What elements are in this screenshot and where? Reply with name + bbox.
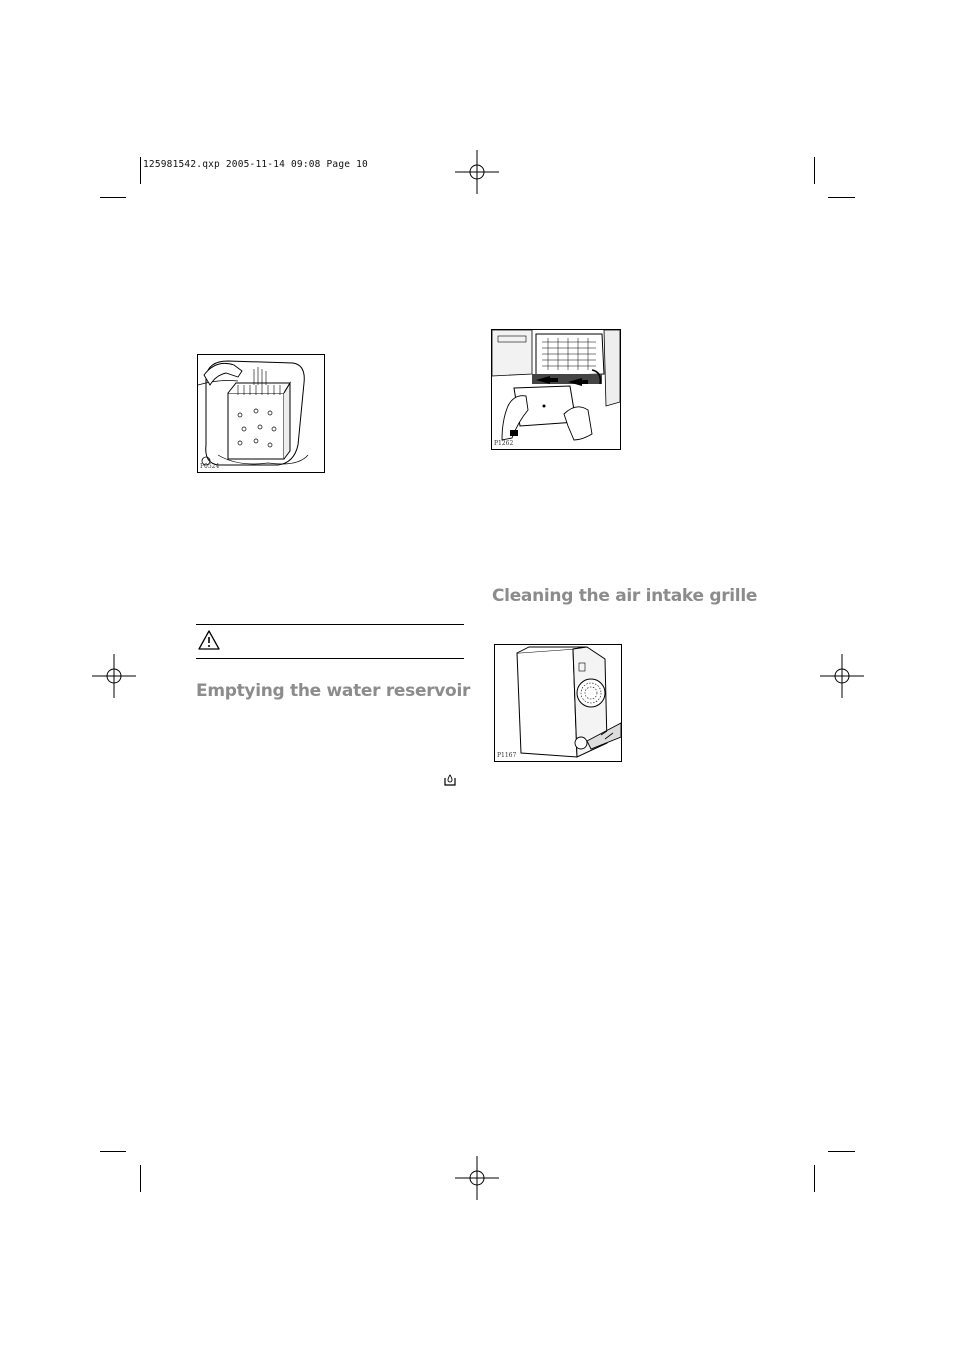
registration-crosshair-icon [455,150,499,194]
crop-mark [814,1165,815,1192]
registration-crosshair-icon [820,654,864,698]
figure-code-label: P1167 [497,752,517,759]
filter-insert-illustration [491,329,621,450]
air-intake-grille-illustration [494,644,622,762]
crop-mark [828,1151,855,1152]
figure-code-label: P0524 [200,463,220,470]
printer-slug: 125981542.qxp 2005-11-14 09:08 Page 10 [143,159,368,170]
crop-mark [828,197,855,198]
registration-crosshair-icon [92,654,136,698]
warning-triangle-icon [198,630,220,650]
warning-box-top-rule [196,624,464,625]
figure-code-label: P1262 [494,440,514,447]
crop-mark [140,157,141,184]
section-heading-air-intake: Cleaning the air intake grille [492,586,758,606]
water-reservoir-symbol-icon [443,773,457,787]
section-heading-water-reservoir: Emptying the water reservoir [196,681,471,701]
crop-mark [100,197,126,198]
crop-mark [140,1165,141,1192]
warning-box-bottom-rule [196,658,464,659]
registration-crosshair-icon [455,1156,499,1200]
filter-rinse-illustration [197,354,325,473]
crop-mark [100,1151,126,1152]
crop-mark [814,157,815,184]
